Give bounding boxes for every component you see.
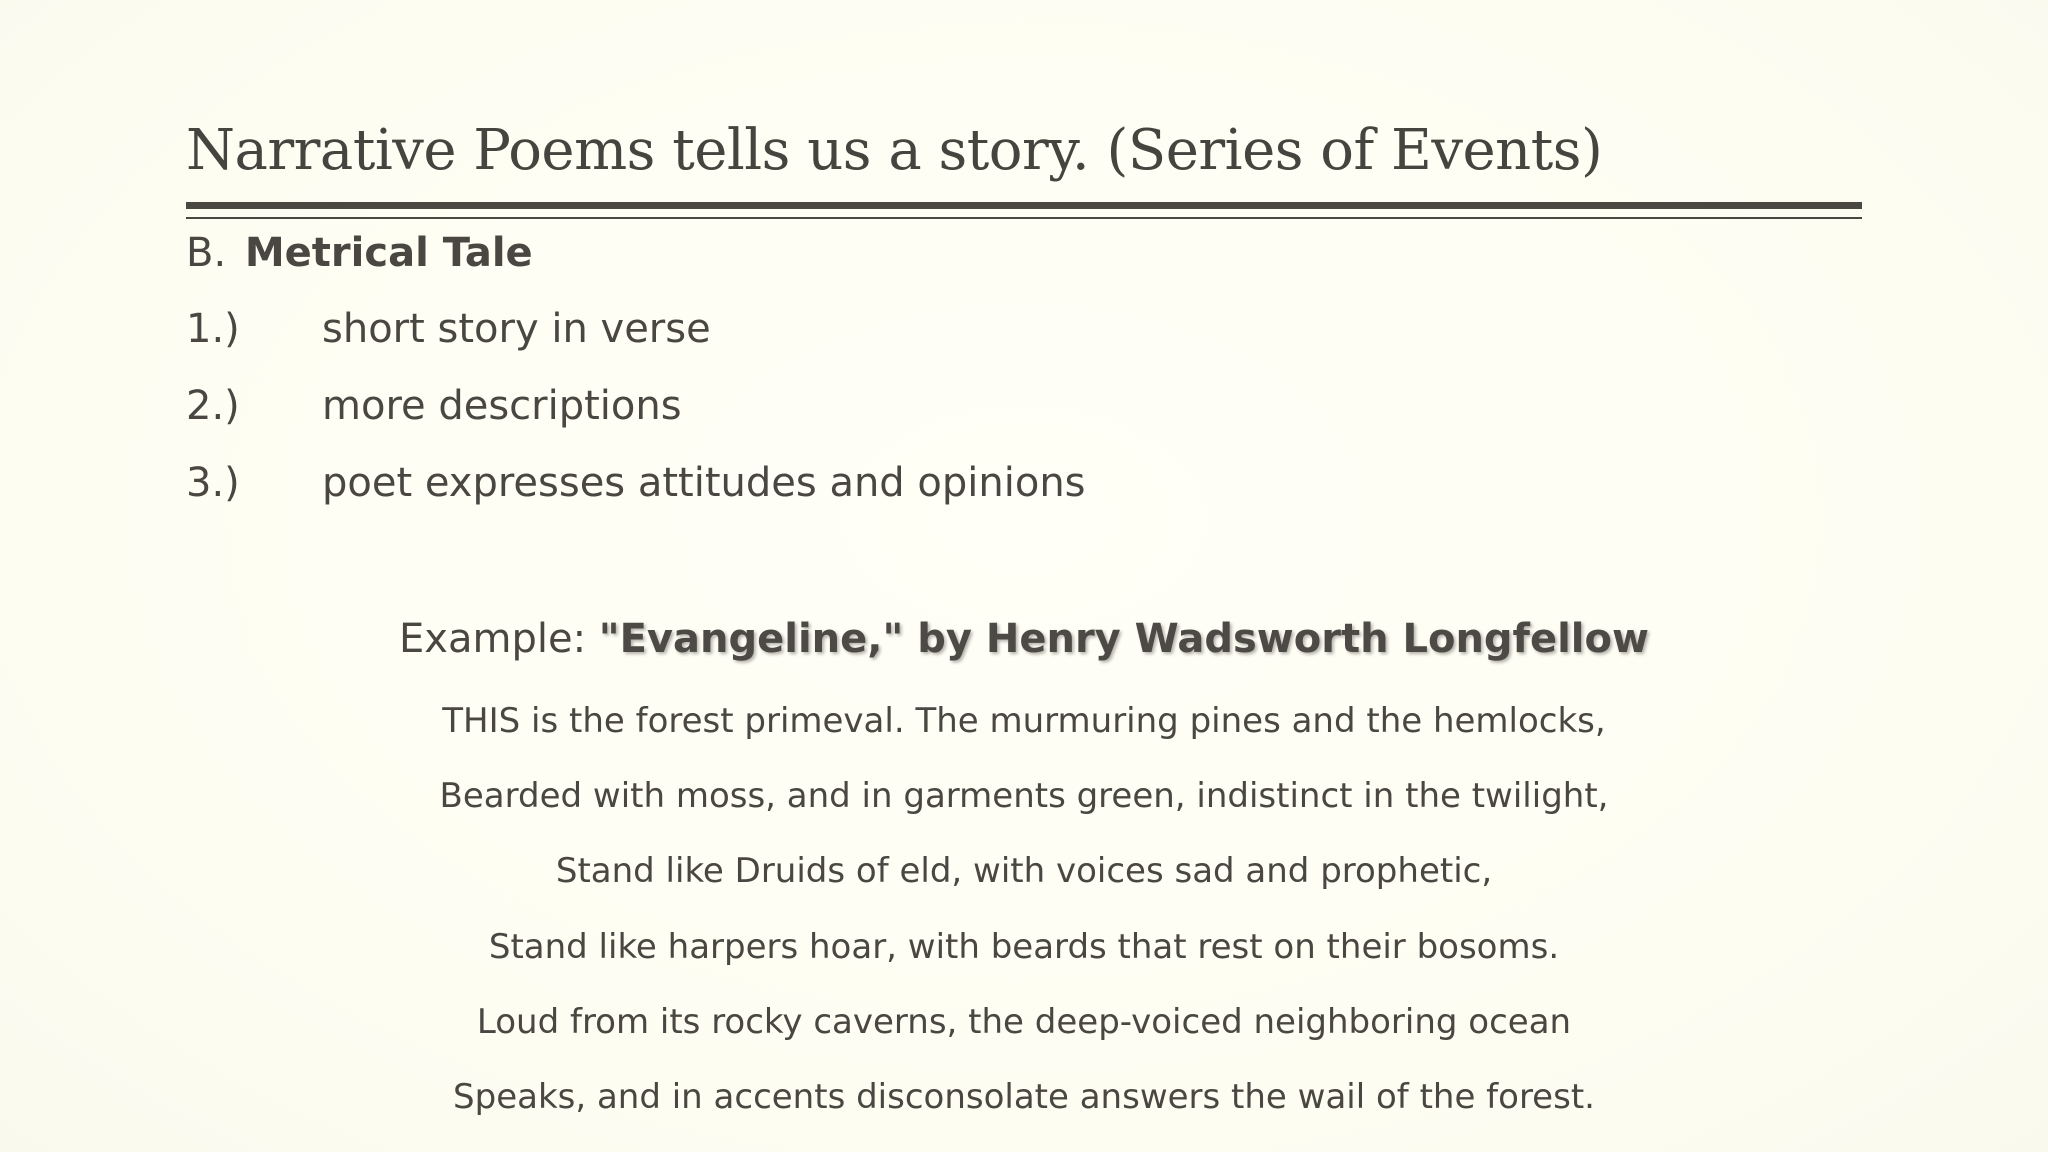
poem-excerpt: [0, 696, 2048, 1147]
list-item-number: 3.): [186, 460, 240, 506]
list-item-text: short story in verse: [322, 306, 711, 352]
example-line: [0, 614, 2048, 664]
poem-line: Stand like harpers hoar, with beards that rest on their bosoms.: [488, 926, 1560, 967]
list-item: [186, 381, 1086, 458]
list-item-number: 2.): [186, 383, 240, 429]
list-item: [186, 458, 1086, 535]
list-item: [186, 304, 1086, 381]
poem-line: Bearded with moss, and in garments green, indistinct in the twilight,: [439, 776, 1609, 817]
poem-line: Speaks, and in accents disconsolate answers the wail of the forest.: [453, 1076, 1595, 1117]
section-heading: [186, 228, 533, 278]
example-work-title: "Evangeline," by Henry Wadsworth Longfellow: [598, 616, 1649, 662]
slide-title: Narrative Poems tells us a story. (Series of Events): [186, 118, 1603, 183]
title-underline-thin: [186, 217, 1862, 219]
poem-line: Loud from its rocky caverns, the deep-voiced neighboring ocean: [476, 1001, 1572, 1042]
section-letter: B.: [186, 230, 227, 276]
list-item-text: poet expresses attitudes and opinions: [322, 460, 1086, 506]
poem-line: THIS is the forest primeval. The murmuring pines and the hemlocks,: [442, 701, 1606, 741]
points-list: [186, 304, 1086, 535]
section-title: Metrical Tale: [244, 230, 533, 276]
title-underline-thick: [186, 202, 1862, 209]
example-label: Example:: [399, 616, 599, 662]
list-item-number: 1.): [186, 306, 240, 352]
poem-line: Stand like Druids of eld, with voices sad and prophetic,: [555, 851, 1493, 892]
list-item-text: more descriptions: [322, 383, 682, 429]
